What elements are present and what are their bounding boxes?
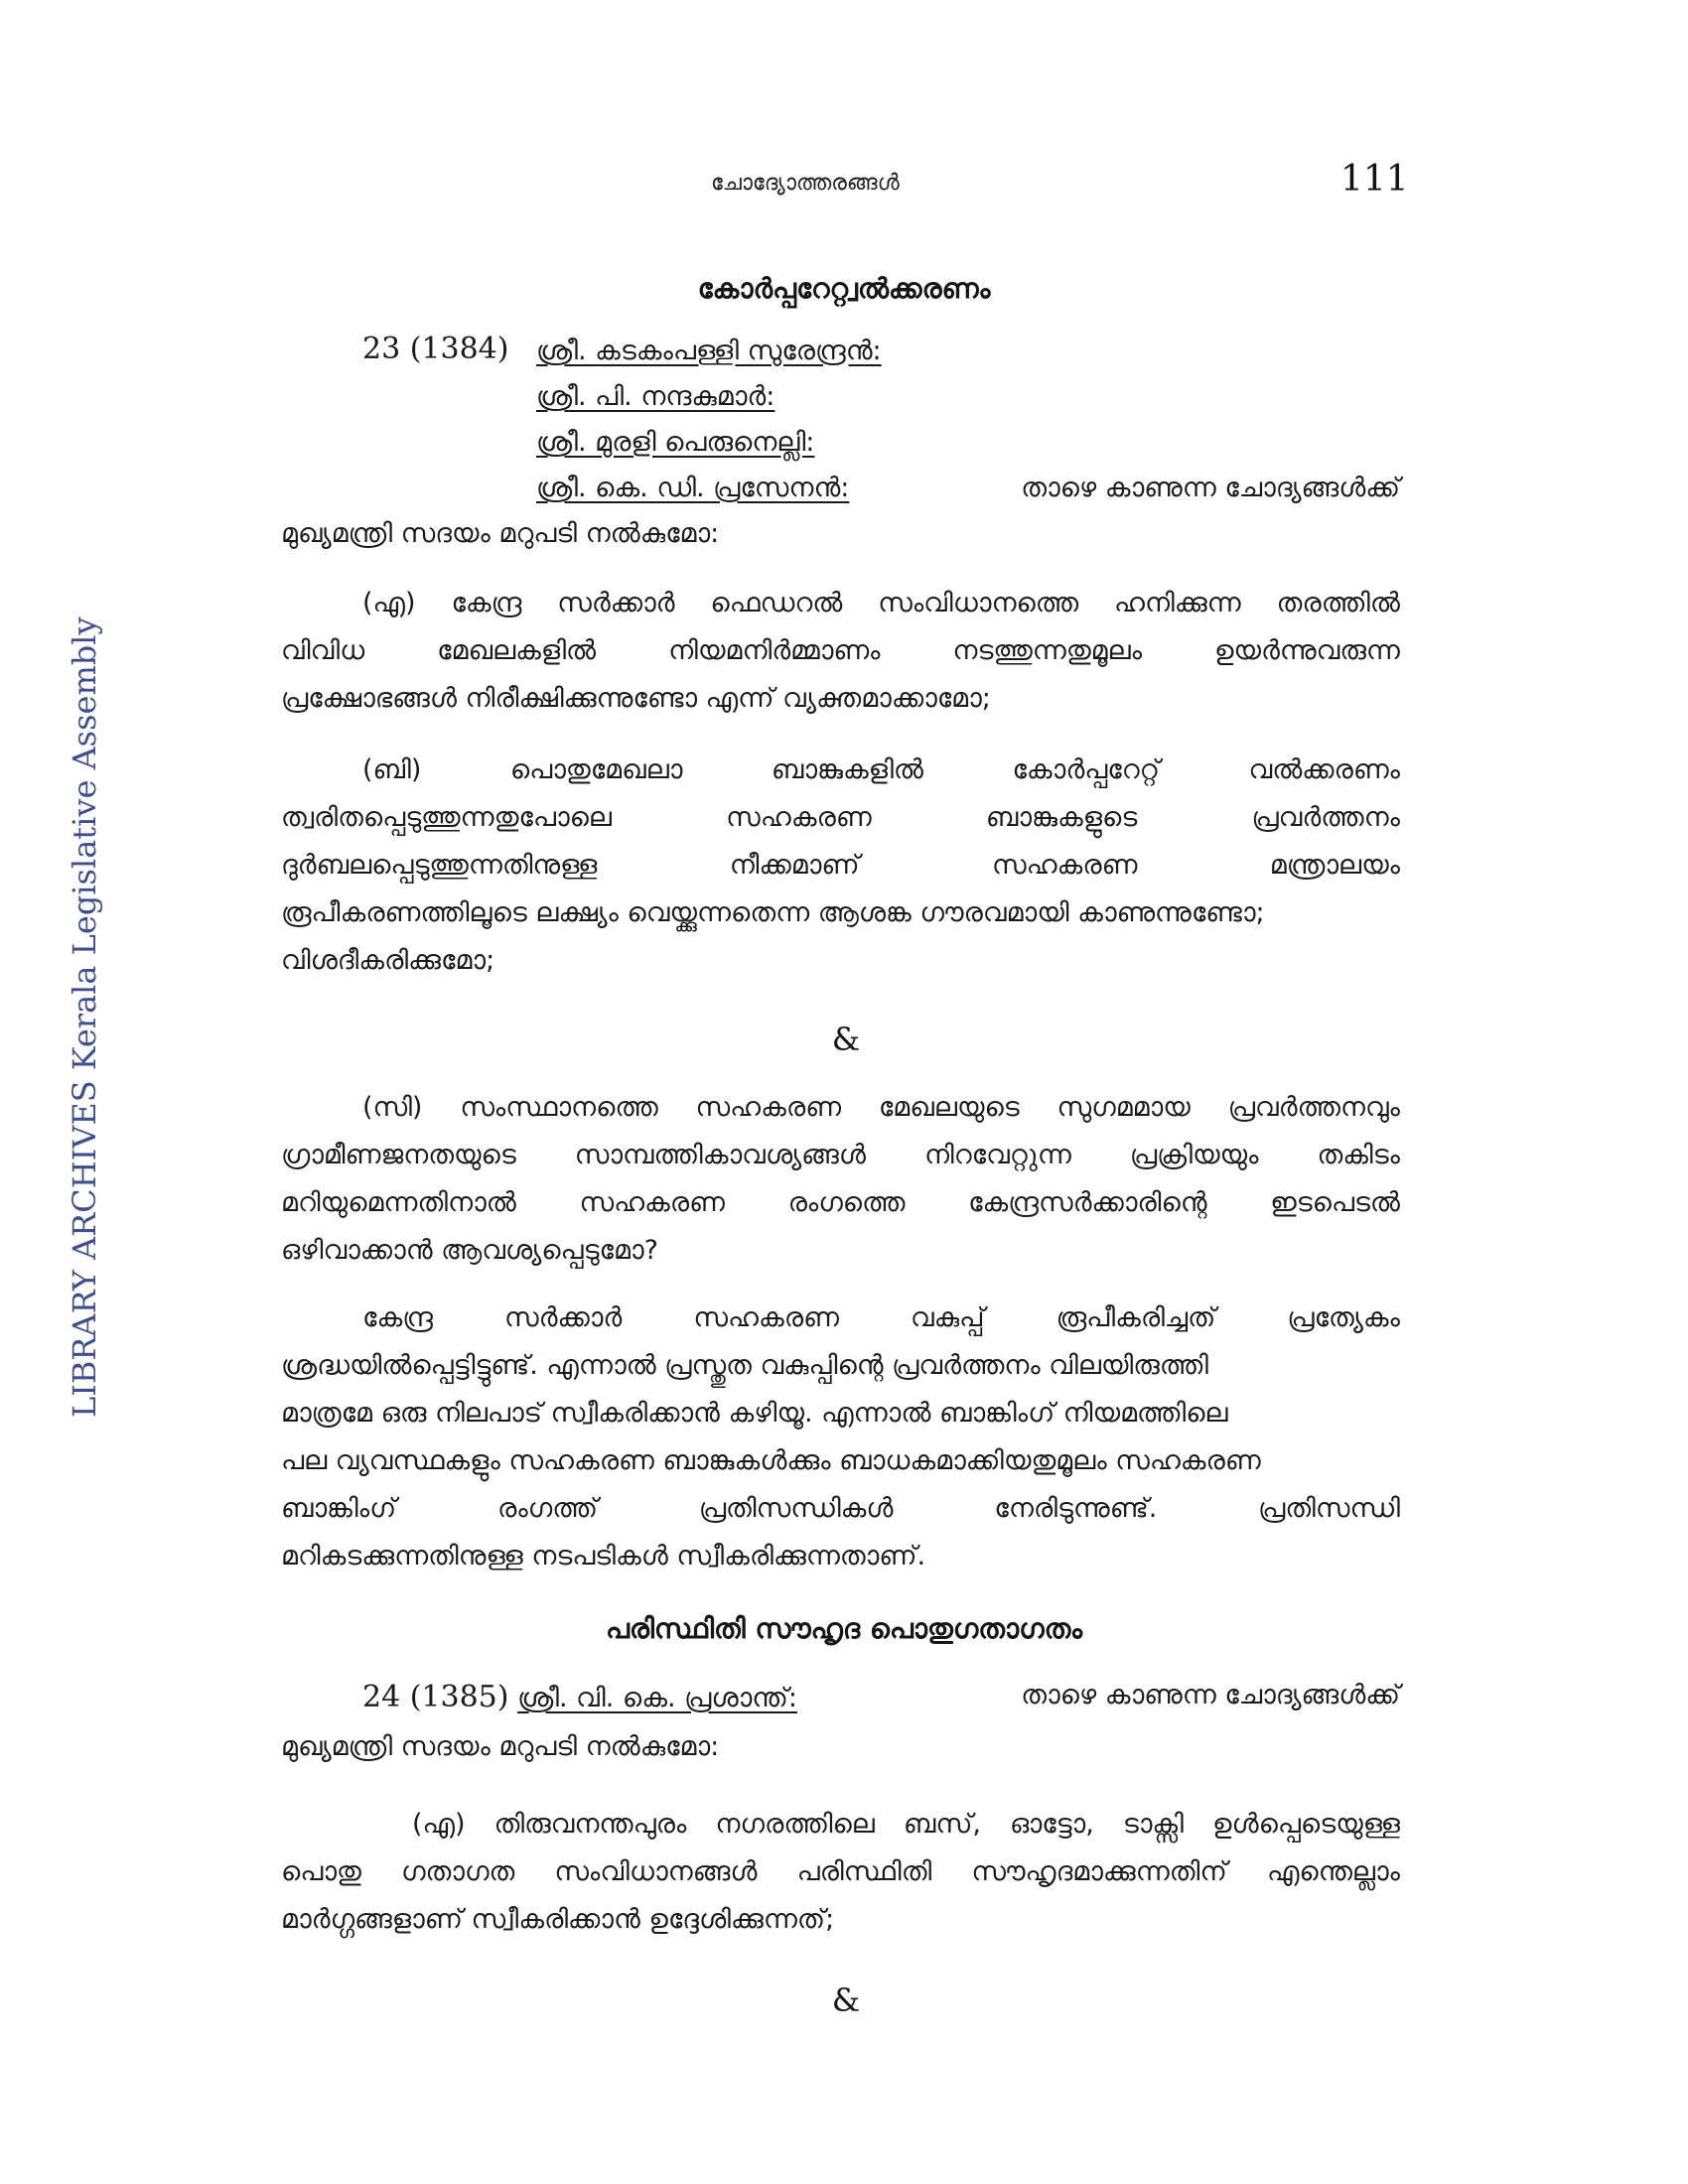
intro-text: മുഖ്യമന്ത്രി സദയം മറുപടി നൽകുമോ: <box>281 1731 720 1762</box>
question-a-line: പൊതു ഗതാഗത സംവിധാനങ്ങൾ പരിസ്ഥിതി സൗഹൃദമാക്കുന്നതിന് എന്തെല്ലാം <box>281 1856 1400 1887</box>
question-a-line: വിവിധ മേഖലകളിൽ നിയമനിർമ്മാണം നടത്തുന്നതുമൂലം ഉയർന്നുവരുന്ന <box>281 635 1400 666</box>
question-intro <box>362 1680 1400 1714</box>
question-b-line: ത്വരിതപ്പെടുത്തുന്നതുപോലെ സഹകരണ ബാങ്കുകളുടെ പ്രവർത്തനം <box>281 802 1400 833</box>
question-a-line: പ്രക്ഷോഭങ്ങൾ നിരീക്ഷിക്കുന്നുണ്ടോ എന്ന് വ്യക്തമാക്കാമോ; <box>281 683 991 714</box>
intro-text: താഴെ കാണുന്ന ചോദ്യങ്ങൾക്ക് <box>1021 1680 1400 1710</box>
question-number: 23 (1384) <box>362 332 509 366</box>
answer-line: കേന്ദ്ര സർക്കാർ സഹകരണ വകുപ്പ് രൂപീകരിച്ചത് പ്രത്യേകം <box>362 1302 1400 1333</box>
question-b-line: ദുർബലപ്പെടുത്തുന്നതിനുള്ള നീക്കമാണ് സഹകരണ മന്ത്രാലയം <box>281 850 1400 881</box>
question-intro <box>536 473 1400 504</box>
question-c-line: (സി) സംസ്ഥാനത്തെ സഹകരണ മേഖലയുടെ സുഗമമായ പ്രവർത്തനവും <box>362 1092 1400 1123</box>
question-b-line: രൂപീകരണത്തിലൂടെ ലക്ഷ്യം വെയ്ക്കുന്നതെന്ന ആശങ്ക ഗൗരവമായി കാണുന്നുണ്ടോ; <box>281 897 1265 928</box>
archive-side-stamp: LIBRARY ARCHIVES Kerala Legislative Assembly <box>66 616 103 1418</box>
member-name: ശ്രീ. മുരളി പെരുനെല്ലി: <box>536 427 815 458</box>
member-name: ശ്രീ. പി. നന്ദകുമാർ: <box>536 381 775 412</box>
ampersand-separator: & <box>831 1981 861 2019</box>
question-b-line: വിശദീകരിക്കുമോ; <box>281 945 495 976</box>
question-c-line: ഒഴിവാക്കാൻ ആവശ്യപ്പെടുമോ? <box>281 1235 658 1266</box>
ampersand-separator: & <box>831 1021 861 1058</box>
question-a-line: (എ) കേന്ദ്ര സർക്കാർ ഫെഡറൽ സംവിധാനത്തെ ഹനിക്കുന്ന തരത്തിൽ <box>362 588 1400 618</box>
running-head: ചോദ്യോത്തരങ്ങൾ <box>711 171 900 196</box>
answer-line: പല വ്യവസ്ഥകളും സഹകരണ ബാങ്കുകൾക്കും ബാധകമാക്കിയതുമൂലം സഹകരണ <box>281 1445 1261 1476</box>
question-a-line: മാർഗ്ഗങ്ങളാണ് സ്വീകരിക്കാൻ ഉദ്ദേശിക്കുന്നത്; <box>281 1904 835 1935</box>
question-header <box>362 1680 797 1714</box>
page-number: 111 <box>1340 159 1409 200</box>
intro-text: മുഖ്യമന്ത്രി സദയം മറുപടി നൽകുമോ: <box>281 518 720 549</box>
intro-text: താഴെ കാണുന്ന ചോദ്യങ്ങൾക്ക് <box>1021 473 1400 503</box>
member-name: ശ്രീ. വി. കെ. പ്രശാന്ത്: <box>517 1683 797 1713</box>
member-name: ശ്രീ. കെ. ഡി. പ്രസേനൻ: <box>536 473 850 503</box>
answer-line: ബാങ്കിംഗ് രംഗത്ത് പ്രതിസന്ധികൾ നേരിടുന്നുണ്ട്. പ്രതിസന്ധി <box>281 1493 1400 1524</box>
question-c-line: മറിയുമെന്നതിനാൽ സഹകരണ രംഗത്തെ കേന്ദ്രസർക്കാരിന്റെ ഇടപെടൽ <box>281 1187 1400 1218</box>
question-c-line: ഗ്രാമീണജനതയുടെ സാമ്പത്തികാവശ്യങ്ങൾ നിറവേറ്റുന്ന പ്രക്രിയയും തകിടം <box>281 1140 1400 1170</box>
section-heading: കോർപ്പറേറ്റ്വൽക്കരണം <box>697 272 991 305</box>
answer-line: ശ്രദ്ധയിൽപ്പെട്ടിട്ടുണ്ട്. എന്നാൽ പ്രസ്തുത വകുപ്പിന്റെ പ്രവർത്തനം വിലയിരുത്തി <box>281 1350 1209 1381</box>
question-b-line: (ബി) പൊതുമേഖലാ ബാങ്കുകളിൽ കോർപ്പറേറ്റ് വൽക്കരണം <box>362 754 1400 785</box>
answer-line: മാത്രമേ ഒരു നിലപാട് സ്വീകരിക്കാൻ കഴിയൂ. എന്നാൽ ബാങ്കിംഗ് നിയമത്തിലെ <box>281 1398 1228 1429</box>
section-heading: പരിസ്ഥിതി സൗഹൃദ പൊതുഗതാഗതം <box>605 1612 1083 1645</box>
question-a-line: (എ) തിരുവനന്തപുരം നഗരത്തിലെ ബസ്, ഓട്ടോ, ടാക്സി ഉൾപ്പെടെയുള്ള <box>412 1809 1400 1840</box>
question-number: 24 (1385) <box>362 1680 509 1714</box>
answer-line: മറികടക്കുന്നതിനുള്ള നടപടികൾ സ്വീകരിക്കുന്നതാണ്. <box>281 1541 926 1571</box>
member-name: ശ്രീ. കടകംപള്ളി സുരേന്ദ്രൻ: <box>536 336 882 366</box>
